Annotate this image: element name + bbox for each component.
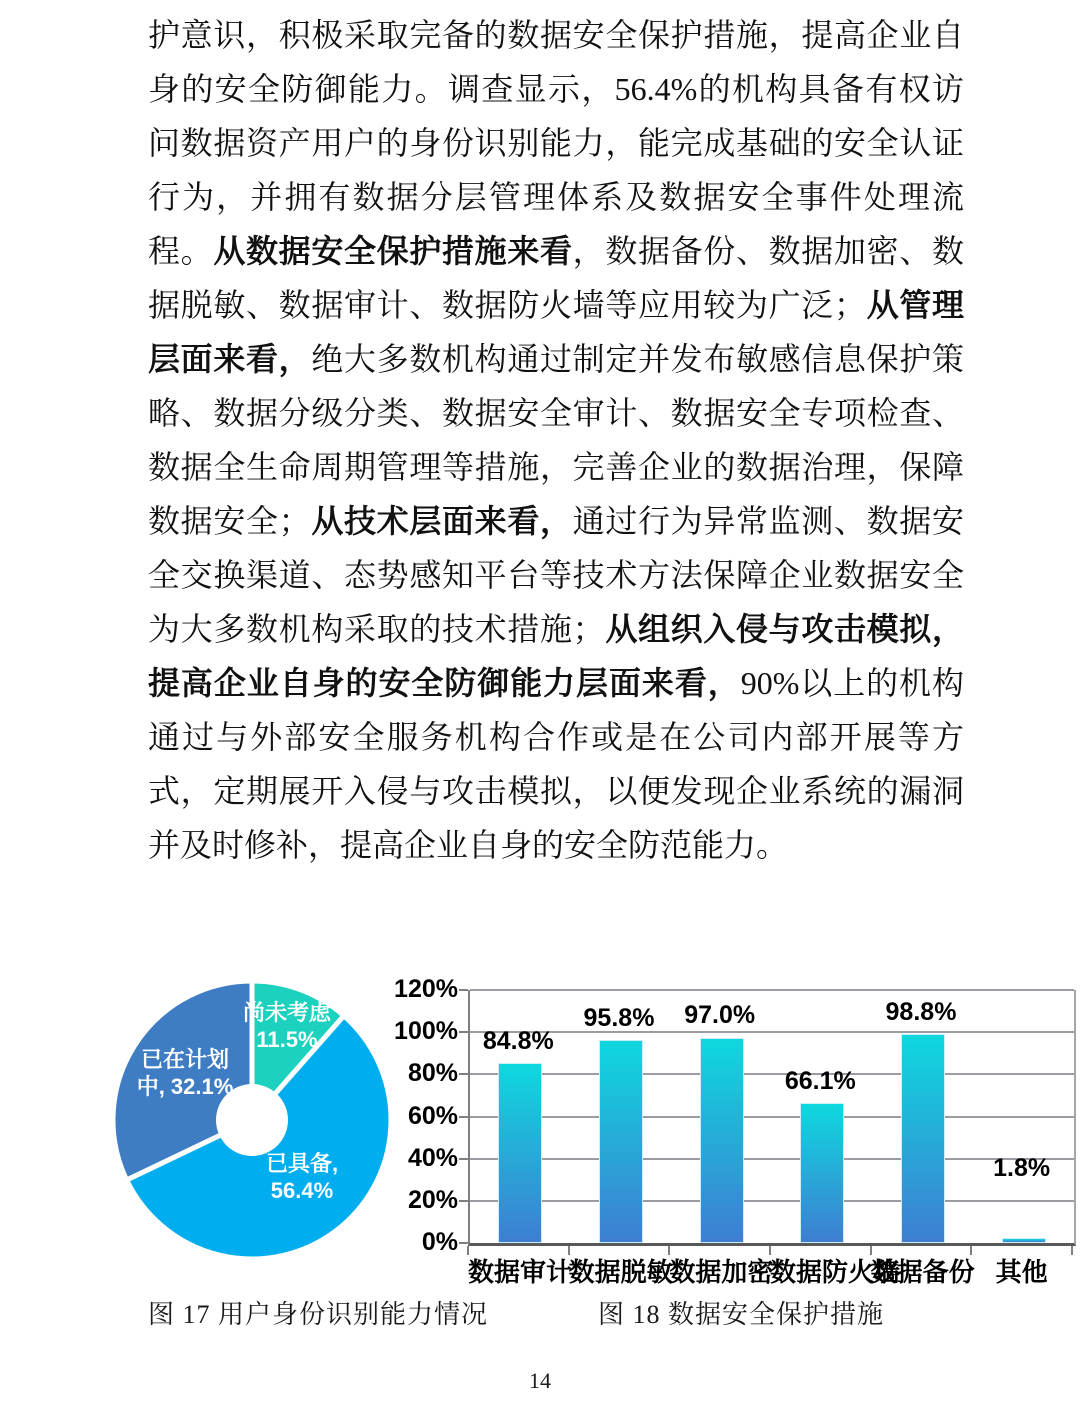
paragraph-run: 护意识，积极采取完备的数据安全保护措施，提高企业自身的安全防御能力。调查显示，56.4%的机构具备有权访问数据资产用户的身份识别能力，能完成基础的安全认证行为，并拥有数据分层管理体系及数据安全事件处理流程。 bbox=[148, 17, 964, 269]
body-paragraph bbox=[148, 8, 964, 872]
x-axis-label-数据脱敏: 数据脱敏 bbox=[568, 1257, 673, 1287]
x-axis-label-数据加密: 数据加密 bbox=[669, 1257, 774, 1287]
y-axis-label-20%: 20% bbox=[407, 1185, 458, 1214]
x-axis-label-数据审计: 数据审计 bbox=[468, 1257, 573, 1287]
figure17-caption: 图 17 用户身份识别能力情况 bbox=[148, 1300, 489, 1329]
y-axis-tick bbox=[459, 1031, 468, 1033]
pie-label-line: 中, 32.1% bbox=[136, 1074, 234, 1099]
x-axis-label-数据备份: 数据备份 bbox=[870, 1257, 975, 1287]
pie-label-line: 已具备, bbox=[265, 1151, 339, 1176]
gridline-20pct bbox=[470, 1200, 1074, 1202]
bar-其他 bbox=[1002, 1238, 1046, 1243]
paragraph-run: ，数据备份、数据加密、数据脱敏、数据审计、数据防火墙等应用较为广泛； bbox=[148, 233, 964, 323]
bar-value-label: 84.8% bbox=[482, 1027, 554, 1056]
bar-数据审计 bbox=[498, 1063, 542, 1243]
y-axis-label-60%: 60% bbox=[407, 1101, 458, 1130]
x-axis-label-数据防火墙: 数据防火墙 bbox=[770, 1257, 901, 1287]
y-axis-tick bbox=[459, 1242, 468, 1244]
pie-label-planned bbox=[105, 1046, 265, 1100]
bar-value-label: 66.1% bbox=[784, 1066, 856, 1095]
paragraph-run: 通过行为异常监测、数据安全交换渠道、态势感知平台等技术方法保障企业数据安全为大多数机构采取的技术措施； bbox=[148, 503, 964, 647]
x-axis-label-其他: 其他 bbox=[995, 1257, 1048, 1287]
y-axis-label-100%: 100% bbox=[394, 1017, 458, 1046]
gridline-60pct bbox=[470, 1116, 1074, 1118]
pie-label-line: 尚未考虑 bbox=[242, 1000, 331, 1025]
bar-value-label: 98.8% bbox=[885, 997, 957, 1026]
gridline-120pct bbox=[470, 989, 1074, 991]
y-axis-tick bbox=[459, 1200, 468, 1202]
pie-label-not-considered bbox=[207, 999, 367, 1053]
page-number: 14 bbox=[529, 1368, 551, 1393]
y-axis-tick bbox=[459, 1073, 468, 1075]
bar-数据加密 bbox=[700, 1038, 744, 1244]
bar-数据脱敏 bbox=[599, 1040, 643, 1243]
paragraph-run: 绝大多数机构通过制定并发布敏感信息保护策略、数据分级分类、数据安全审计、数据安全专项检查、数据全生命周期管理等措施，完善企业的数据治理，保障数据安全； bbox=[148, 341, 964, 539]
figure18-caption: 图 18 数据安全保护措施 bbox=[598, 1300, 885, 1329]
bar-数据防火墙 bbox=[800, 1103, 844, 1243]
bar-数据备份 bbox=[901, 1034, 945, 1243]
pie-label-line: 已在计划 bbox=[140, 1047, 229, 1072]
y-axis-tick bbox=[459, 1158, 468, 1160]
pie-label-equipped bbox=[222, 1150, 382, 1204]
bar-value-label: 95.8% bbox=[583, 1003, 655, 1032]
y-axis-tick bbox=[459, 1116, 468, 1118]
y-axis-tick bbox=[459, 989, 468, 991]
bar-value-label: 97.0% bbox=[684, 1001, 756, 1030]
paragraph-run-bold: 从管理层面来看， bbox=[148, 287, 964, 377]
paragraph-run-bold: 从技术层面来看， bbox=[310, 503, 573, 539]
paragraph-run-bold: 从组织入侵与攻击模拟，提高企业自身的安全防御能力层面来看， bbox=[148, 611, 964, 701]
y-axis-label-80%: 80% bbox=[407, 1059, 458, 1088]
y-axis-label-120%: 120% bbox=[394, 975, 458, 1003]
paragraph-run: 90%以上的机构通过与外部安全服务机构合作或是在公司内部开展等方式，定期展开入侵与攻击模拟，以便发现企业系统的漏洞并及时修补，提高企业自身的安全防范能力。 bbox=[148, 665, 964, 863]
paragraph-run-bold: 从数据安全保护措施来看 bbox=[213, 233, 573, 269]
y-axis-label-0%: 0% bbox=[421, 1228, 458, 1256]
bar-value-label: 1.8% bbox=[993, 1154, 1051, 1183]
pie-chart-figure bbox=[108, 976, 396, 1264]
pie-label-line: 56.4% bbox=[270, 1178, 334, 1203]
pie-label-line: 11.5% bbox=[256, 1027, 318, 1052]
y-axis-label-40%: 40% bbox=[407, 1143, 458, 1172]
